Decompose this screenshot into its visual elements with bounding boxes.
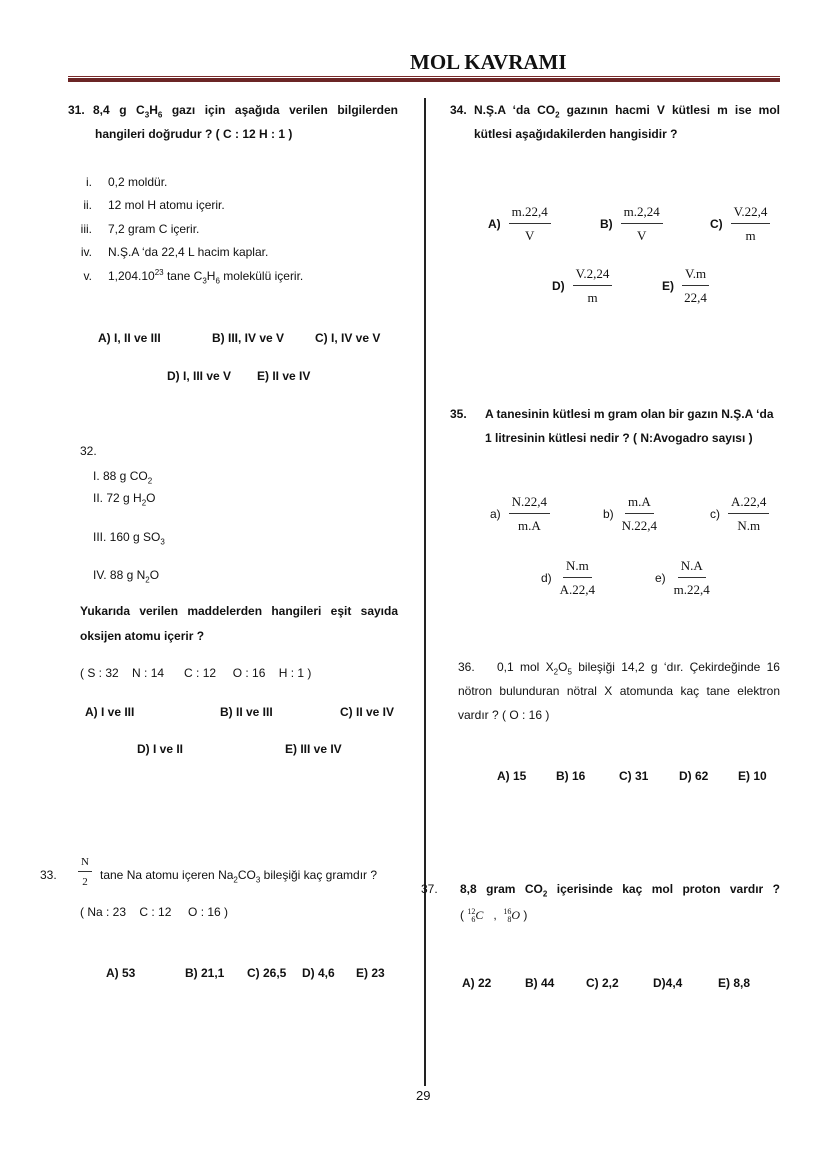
option-c[interactable]: C) 2,2 — [586, 976, 619, 990]
question-number: 33. — [40, 868, 57, 882]
option-b[interactable]: B) II ve III — [220, 705, 273, 719]
question-text: tane Na atomu içeren $Na_2CO_3$ bileşiği kaç gramdır ? — [100, 868, 378, 885]
item-text: 1,204.10$^{23}$ tane $C_3H_6$ molekülü içerir. — [108, 268, 304, 286]
item-numeral: i. — [86, 175, 92, 189]
item-text: 0,2 moldür. — [108, 175, 168, 189]
option-e[interactable]: E) 23 — [356, 966, 385, 980]
option-b[interactable]: B) 44 — [525, 976, 555, 990]
option-a[interactable]: A) I ve III — [85, 705, 135, 719]
page-number: 29 — [416, 1088, 431, 1103]
option-e[interactable]: e) $\frac{N.A}{m.22,4}$ — [655, 558, 710, 597]
option-e[interactable]: E) III ve IV — [285, 742, 342, 756]
item-text: IV. 88 g $N_2O$ — [93, 568, 160, 585]
option-d[interactable]: D)4,4 — [653, 976, 683, 990]
option-c[interactable]: C) II ve IV — [340, 705, 395, 719]
header-rule-thick — [68, 78, 780, 82]
header-rule — [68, 76, 780, 77]
option-e[interactable]: E) 10 — [738, 769, 767, 783]
question-text: Yukarıda verilen maddelerden hangileri eşit sayıda — [80, 604, 398, 618]
question-text: kütlesi aşağıdakilerden hangisidir ? — [474, 127, 678, 141]
question-text: vardır ? ( O : 16 ) — [458, 708, 550, 722]
atomic-masses: ( Na : 23 C : 12 O : 16 ) — [80, 905, 229, 919]
option-b[interactable]: B) $\frac{m.2,24}{V}$ — [600, 204, 663, 244]
item-text: III. 160 g $SO_3$ — [93, 530, 165, 547]
option-c[interactable]: C) I, IV ve V — [315, 331, 381, 345]
option-c[interactable]: C) 31 — [619, 769, 649, 783]
question-text: nötron bulunduran nötral X atomunda kaç tane elektron — [458, 684, 780, 698]
option-e[interactable]: E) II ve IV — [257, 369, 311, 383]
question-number: 34. — [450, 103, 467, 117]
option-d[interactable]: D) I, III ve V — [167, 369, 232, 383]
option-b[interactable]: B) III, IV ve V — [212, 331, 285, 345]
item-text: II. 72 g $H_2O$ — [93, 491, 156, 508]
question-number: 31. — [68, 103, 85, 117]
question-text: 8,4 g $C_3H_6$ gazı için aşağıda verilen bilgilerden — [93, 103, 398, 120]
option-e[interactable]: E) $\frac{V.m}{22,4}$ — [662, 266, 709, 306]
option-d[interactable]: d) $\frac{N.m}{A.22,4}$ — [541, 558, 596, 597]
item-numeral: ii. — [83, 198, 92, 212]
question-text: hangileri doğrudur ? ( C : 12 H : 1 ) — [95, 127, 293, 141]
option-d[interactable]: D) $\frac{V.2,24}{m}$ — [552, 266, 612, 306]
page-title: MOL KAVRAMI — [410, 50, 567, 74]
atomic-masses: ( S : 32 N : 14 C : 12 O : 16 H : 1 ) — [80, 666, 312, 680]
item-text: 12 mol H atomu içerir. — [108, 198, 225, 212]
option-e[interactable]: E) 8,8 — [718, 976, 751, 990]
option-a[interactable]: A) 22 — [462, 976, 492, 990]
item-numeral: iv. — [80, 245, 92, 259]
option-c[interactable]: C) $\frac{V.22,4}{m}$ — [710, 204, 770, 244]
option-c[interactable]: C) 26,5 — [247, 966, 287, 980]
item-text: N.Ş.A ‘da 22,4 L hacim kaplar. — [108, 245, 269, 259]
fraction: $\frac{N}{2}$ — [78, 856, 92, 888]
question-text: oksijen atomu içerir ? — [80, 629, 205, 643]
option-d[interactable]: D) I ve II — [137, 742, 184, 756]
item-text: 7,2 gram C içerir. — [108, 222, 200, 236]
question-number: 32. — [80, 444, 97, 458]
option-a[interactable]: A) $\frac{m.22,4}{V}$ — [488, 204, 551, 244]
question-text: A tanesinin kütlesi m gram olan bir gazın N.Ş.A ‘da — [485, 407, 774, 421]
option-b[interactable]: B) 16 — [556, 769, 586, 783]
item-text: I. 88 g $CO_2$ — [93, 469, 153, 486]
option-a[interactable]: a) $\frac{N.22,4}{m.A}$ — [490, 494, 550, 534]
option-d[interactable]: D) 62 — [679, 769, 709, 783]
option-c[interactable]: c) $\frac{A.22,4}{N.m}$ — [710, 494, 769, 534]
question-number: 36. — [458, 660, 475, 674]
option-a[interactable]: A) 53 — [106, 966, 136, 980]
option-d[interactable]: D) 4,6 — [302, 966, 335, 980]
option-a[interactable]: A) 15 — [497, 769, 527, 783]
option-b[interactable]: b) $\frac{m.A}{N.22,4}$ — [603, 494, 658, 533]
question-text: 1 litresinin kütlesi nedir ? ( N:Avogadro sayısı ) — [485, 431, 753, 445]
question-number: 37. — [421, 882, 438, 896]
item-numeral: v. — [83, 269, 92, 283]
option-b[interactable]: B) 21,1 — [185, 966, 225, 980]
column-divider — [424, 98, 426, 1086]
option-a[interactable]: A) I, II ve III — [98, 331, 161, 345]
question-text: 0,1 mol $X_2O_5$ bileşiği 14,2 g ‘dır. Çekirdeğinde 16 — [497, 660, 780, 677]
question-number: 35. — [450, 407, 467, 421]
question-text: 8,8 gram $CO_2$ içerisinde kaç mol proton vardır ? — [460, 882, 780, 899]
question-text: N.Ş.A ‘da $CO_2$ gazının hacmi V kütlesi m ise mol — [474, 103, 780, 120]
isotope-notation: ( 12 6 C , 16 8 O ) — [460, 907, 528, 925]
item-numeral: iii. — [80, 222, 92, 236]
